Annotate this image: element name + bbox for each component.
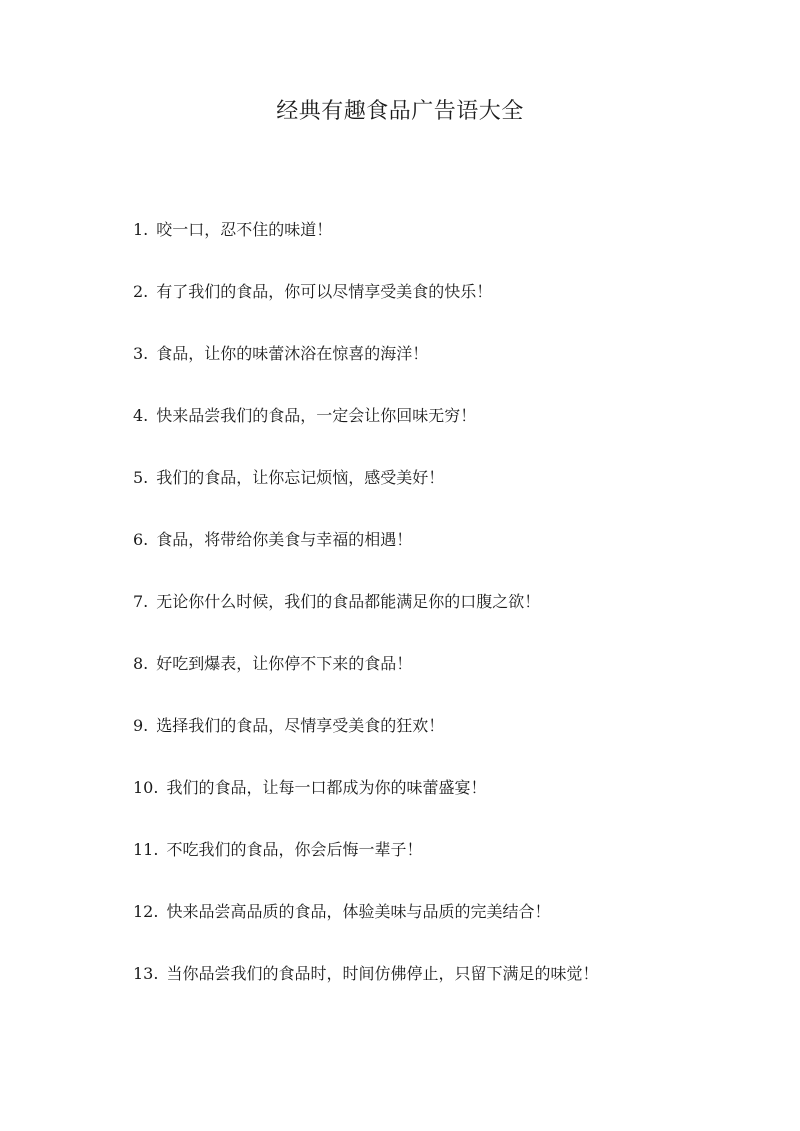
item-number: 6. [133,530,149,549]
page-title: 经典有趣食品广告语大全 [276,99,524,124]
item-text: 无论你什么时候，我们的食品都能满足你的口腹之欲！ [156,592,541,611]
list-item [133,213,753,275]
item-text: 快来品尝我们的食品，一定会让你回味无穷！ [156,406,477,425]
list-item [133,895,753,957]
item-number: 5. [133,468,149,487]
item-number: 12. [133,902,159,921]
item-number: 4. [133,406,149,425]
item-text: 咬一口，忍不住的味道！ [156,220,333,239]
item-number: 9. [133,716,149,735]
item-number: 8. [133,654,149,673]
item-number: 3. [133,344,149,363]
item-text: 我们的食品，让你忘记烦恼，感受美好！ [156,468,445,487]
list-item [133,833,753,895]
item-number: 13. [133,964,159,983]
list-item [133,275,753,337]
item-text: 选择我们的食品，尽情享受美食的狂欢！ [156,716,445,735]
list-item [133,337,753,399]
list-item [133,461,753,523]
item-text: 有了我们的食品，你可以尽情享受美食的快乐！ [156,282,493,301]
slogan-list [133,213,753,1019]
list-item [133,957,753,1019]
item-text: 快来品尝高品质的食品，体验美味与品质的完美结合！ [166,902,551,921]
list-item [133,709,753,771]
item-text: 当你品尝我们的食品时，时间仿佛停止，只留下满足的味觉！ [166,964,599,983]
list-item [133,523,753,585]
list-item [133,647,753,709]
item-number: 11. [133,840,159,859]
item-number: 7. [133,592,149,611]
item-number: 2. [133,282,149,301]
item-text: 不吃我们的食品，你会后悔一辈子！ [166,840,423,859]
item-text: 好吃到爆表，让你停不下来的食品！ [156,654,413,673]
item-text: 食品，将带给你美食与幸福的相遇！ [156,530,413,549]
list-item [133,771,753,833]
item-number: 10. [133,778,159,797]
item-text: 食品，让你的味蕾沐浴在惊喜的海洋！ [156,344,429,363]
list-item [133,399,753,461]
list-item [133,585,753,647]
item-number: 1. [133,220,149,239]
item-text: 我们的食品，让每一口都成为你的味蕾盛宴！ [166,778,487,797]
